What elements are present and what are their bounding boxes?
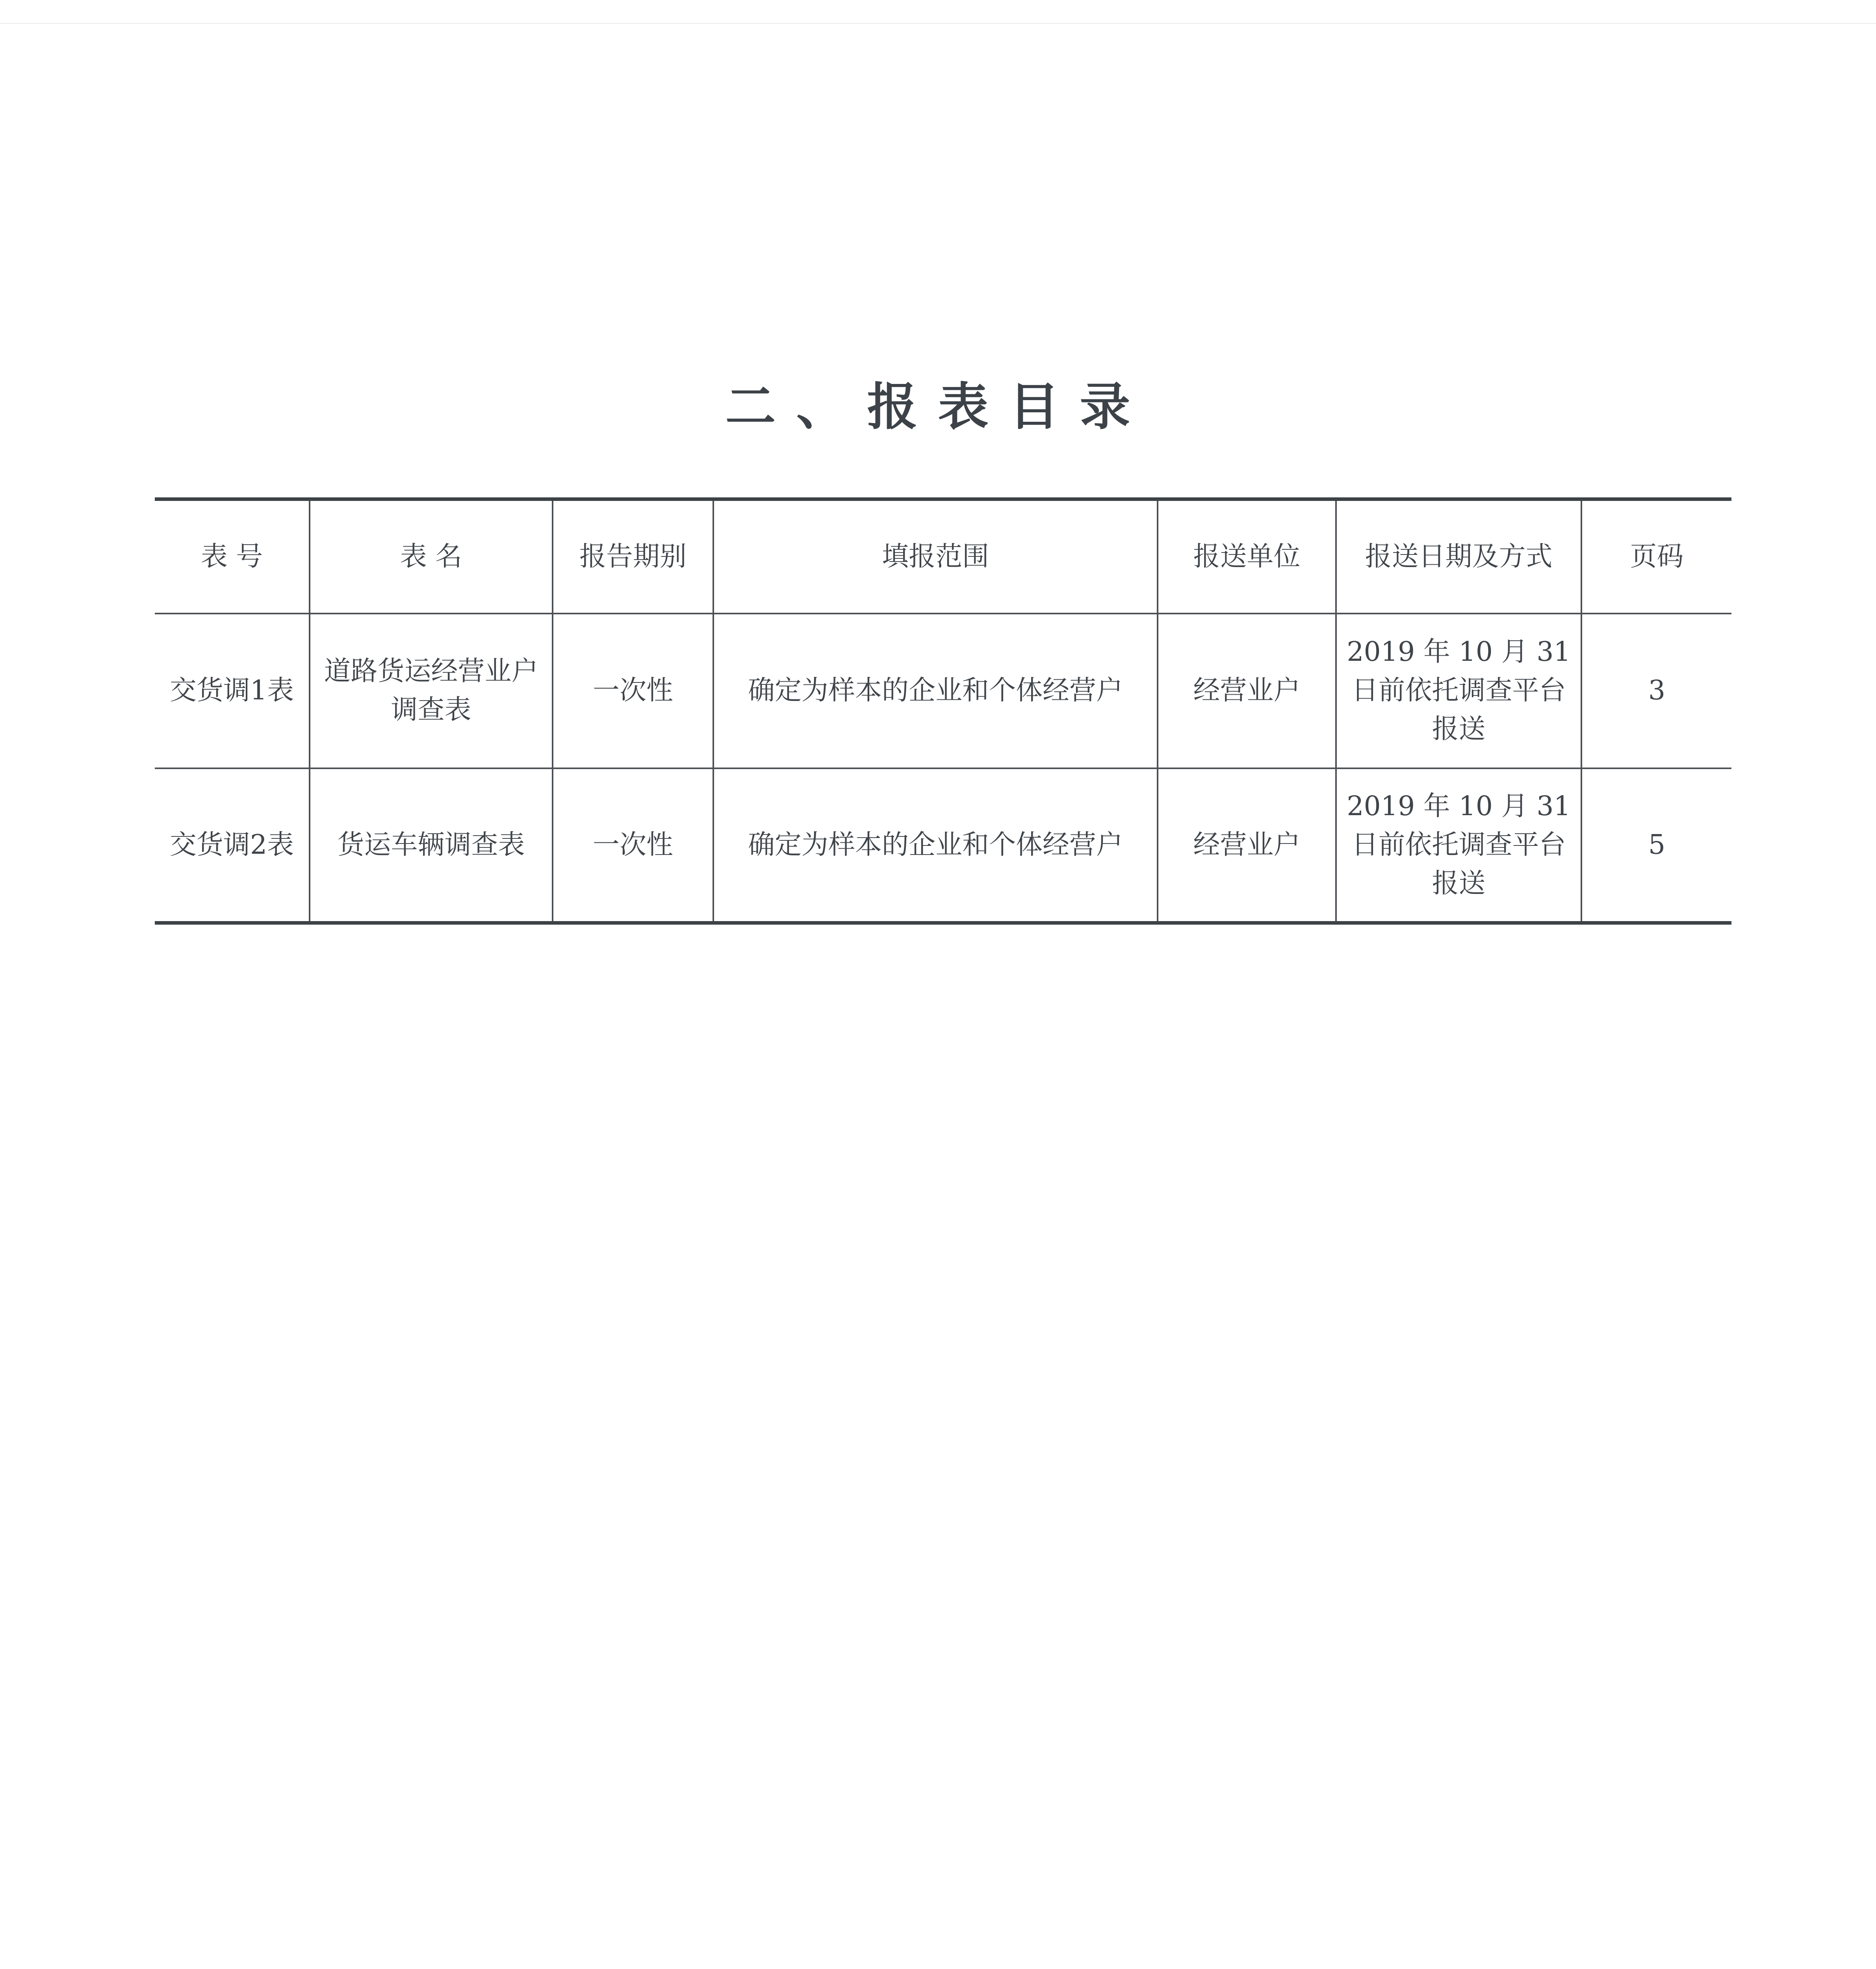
cell-date-method: 2019 年 10 月 31 日前依托调查平台报送 xyxy=(1336,768,1581,923)
header-scope: 填报范围 xyxy=(713,499,1158,614)
table-row xyxy=(155,614,1731,768)
cell-page: 5 xyxy=(1581,768,1731,923)
header-period: 报告期别 xyxy=(553,499,713,614)
scan-edge-line xyxy=(0,23,1876,24)
header-date-method: 报送日期及方式 xyxy=(1336,499,1581,614)
report-catalog-table xyxy=(155,497,1731,925)
header-table-no: 表 号 xyxy=(155,499,310,614)
table-row xyxy=(155,768,1731,923)
cell-unit: 经营业户 xyxy=(1158,614,1336,768)
cell-page: 3 xyxy=(1581,614,1731,768)
cell-date-method: 2019 年 10 月 31 日前依托调查平台报送 xyxy=(1336,614,1581,768)
cell-table-no: 交货调1表 xyxy=(155,614,310,768)
cell-unit: 经营业户 xyxy=(1158,768,1336,923)
cell-table-no: 交货调2表 xyxy=(155,768,310,923)
page-title: 二、报表目录 xyxy=(725,378,1151,436)
cell-table-name: 货运车辆调查表 xyxy=(310,768,553,923)
header-table-name: 表 名 xyxy=(310,499,553,614)
cell-scope: 确定为样本的企业和个体经营户 xyxy=(713,614,1158,768)
cell-table-name: 道路货运经营业户调查表 xyxy=(310,614,553,768)
cell-period: 一次性 xyxy=(553,614,713,768)
table-header-row xyxy=(155,499,1731,614)
header-page: 页码 xyxy=(1581,499,1731,614)
cell-period: 一次性 xyxy=(553,768,713,923)
cell-scope: 确定为样本的企业和个体经营户 xyxy=(713,768,1158,923)
header-unit: 报送单位 xyxy=(1158,499,1336,614)
